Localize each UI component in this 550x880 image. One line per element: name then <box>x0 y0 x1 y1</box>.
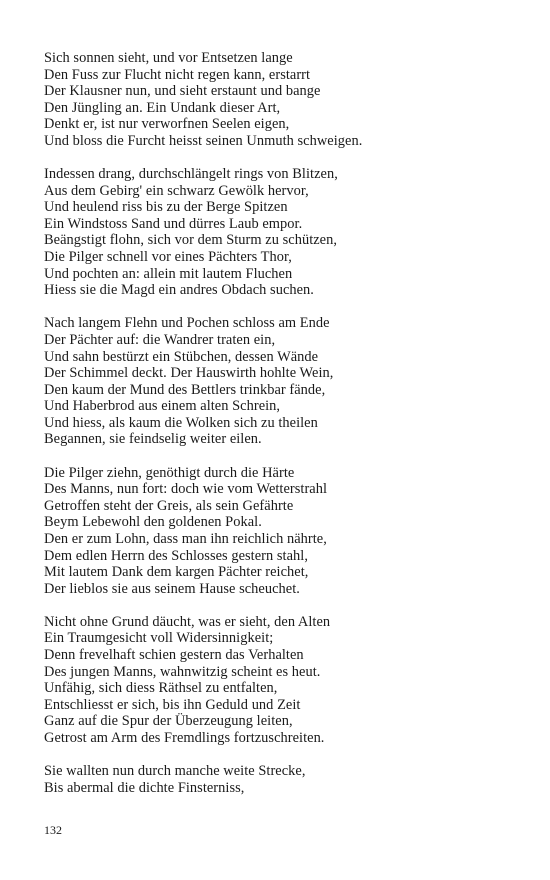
stanza-6 <box>44 763 514 796</box>
verse-line: Beängstigt flohn, sich vor dem Sturm zu schützen, <box>44 232 338 249</box>
verse-line: Begannen, sie feindselig weiter eilen. <box>44 431 262 448</box>
verse-line: Den er zum Lohn, dass man ihn reichlich nährte, <box>44 530 327 547</box>
verse-line: Entschliesst er sich, bis ihn Geduld und Zeit <box>44 696 301 713</box>
verse-line: Bis abermal die dichte Finsterniss, <box>44 779 245 796</box>
stanza-2 <box>44 166 514 299</box>
verse-line: Der Schimmel deckt. Der Hauswirth hohlte Wein, <box>44 365 334 382</box>
verse-line: Und heulend riss bis zu der Berge Spitzen <box>44 199 288 216</box>
verse-line: Den kaum der Mund des Bettlers trinkbar fände, <box>44 381 326 398</box>
verse-line: Denkt er, ist nur verworfnen Seelen eigen, <box>44 116 290 133</box>
verse-line: Den Fuss zur Flucht nicht regen kann, erstarrt <box>44 66 311 83</box>
verse-line: Indessen drang, durchschlängelt rings von Blitzen, <box>44 166 338 183</box>
verse-line: Mit lautem Dank dem kargen Pächter reichet, <box>44 564 309 581</box>
verse-line: Nicht ohne Grund däucht, was er sieht, den Alten <box>44 613 331 630</box>
verse-line: Der Klausner nun, und sieht erstaunt und bange <box>44 83 321 100</box>
verse-line: Und pochten an: allein mit lautem Fluchen <box>44 265 293 282</box>
verse-line: Den Jüngling an. Ein Undank dieser Art, <box>44 99 281 116</box>
verse-line: Denn frevelhaft schien gestern das Verhalten <box>44 647 304 663</box>
verse-line: Beym Lebewohl den goldenen Pokal. <box>44 514 262 531</box>
verse-line: Sich sonnen sieht, und vor Entsetzen lange <box>44 50 293 66</box>
verse-line: Der Pächter auf: die Wandrer traten ein, <box>44 331 276 348</box>
verse-line: Dem edlen Herrn des Schlosses gestern stahl, <box>44 547 308 564</box>
verse-line: Hiess sie die Magd ein andres Obdach suchen. <box>44 282 314 299</box>
verse-line: Aus dem Gebirg' ein schwarz Gewölk hervor, <box>44 182 309 199</box>
stanza-5 <box>44 614 514 747</box>
verse-line: Ganz auf die Spur der Überzeugung leiten, <box>44 713 293 730</box>
verse-line: Des Manns, nun fort: doch wie vom Wetterstrahl <box>44 481 328 498</box>
verse-line: Nach langem Flehn und Pochen schloss am Ende <box>44 315 330 332</box>
stanza-1 <box>44 50 514 150</box>
poem-text <box>44 50 514 813</box>
verse-line: Unfähig, sich diess Räthsel zu entfalten, <box>44 680 278 697</box>
verse-line: Und bloss die Furcht heisst seinen Unmuth schweigen. <box>44 132 363 149</box>
verse-line: Die Pilger schnell vor eines Pächters Thor, <box>44 249 292 266</box>
stanza-4 <box>44 465 514 598</box>
verse-line: Der lieblos sie aus seinem Hause scheuchet. <box>44 580 300 597</box>
stanza-3 <box>44 315 514 448</box>
verse-line: Und hiess, als kaum die Wolken sich zu theilen <box>44 414 318 431</box>
verse-line: Ein Windstoss Sand und dürres Laub empor. <box>44 215 303 232</box>
verse-line: Getroffen steht der Greis, als sein Gefährte <box>44 497 294 514</box>
verse-line: Die Pilger ziehn, genöthigt durch die Härte <box>44 464 295 481</box>
verse-line: Sie wallten nun durch manche weite Strecke, <box>44 763 306 780</box>
verse-line: Des jungen Manns, wahnwitzig scheint es heut. <box>44 663 321 680</box>
page-number: 132 <box>44 823 62 837</box>
verse-line: Und Haberbrod aus einem alten Schrein, <box>44 398 281 415</box>
verse-line: Und sahn bestürzt ein Stübchen, dessen Wände <box>44 348 319 365</box>
verse-line: Getrost am Arm des Fremdlings fortzuschreiten. <box>44 729 325 746</box>
verse-line: Ein Traumgesicht voll Widersinnigkeit; <box>44 630 274 647</box>
